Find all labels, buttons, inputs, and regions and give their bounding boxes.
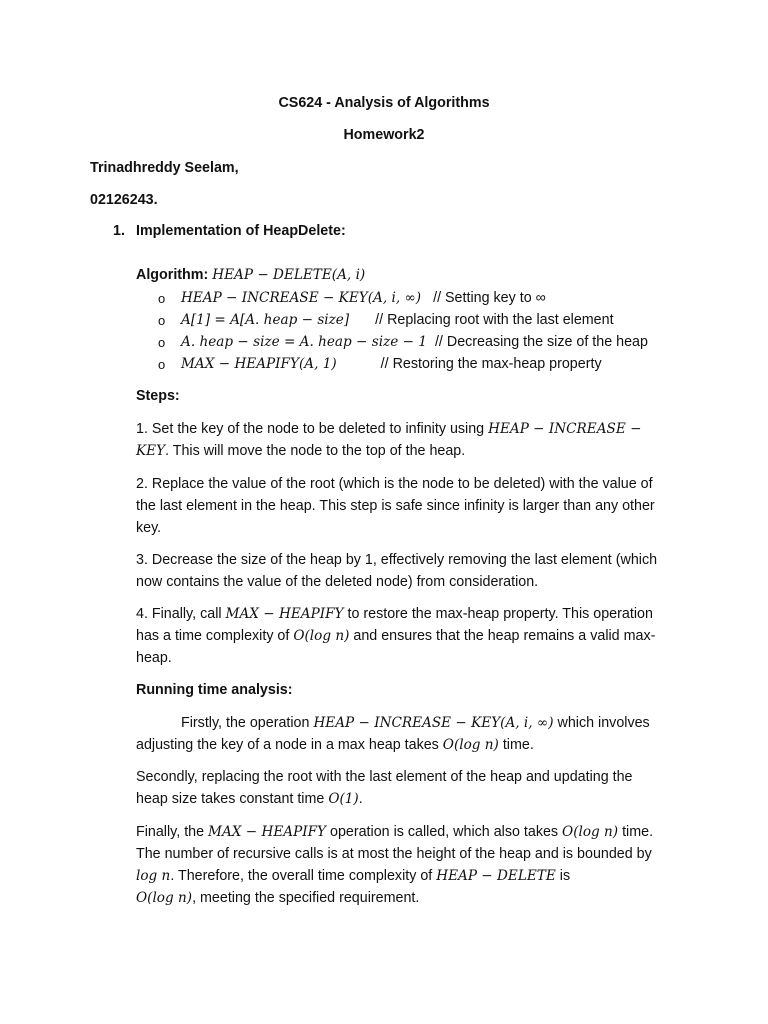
text-line: 2. Replace the value of the root (which is the node to be deleted) with the value of xyxy=(136,476,653,492)
algorithm-code: A[1] = A[A. heap − size] xyxy=(181,312,350,328)
math-run: O(log n) xyxy=(136,890,193,906)
text-line: 3. Decrease the size of the heap by 1, effectively removing the last element (which xyxy=(136,552,658,568)
text-run: to restore the max-heap property. This operation xyxy=(343,606,653,622)
algorithm-signature: HEAP − DELETE(A, i) xyxy=(212,267,366,283)
analysis-paragraph-1 xyxy=(136,712,666,756)
math-run: O(log n) xyxy=(442,737,499,753)
text-line: heap. xyxy=(136,650,172,666)
analysis-heading: Running time analysis: xyxy=(136,682,293,698)
text-run: . This will move the node to the top of the heap. xyxy=(165,443,466,459)
math-run: O(log n) xyxy=(562,824,619,840)
step-1 xyxy=(136,418,666,462)
text-run: . xyxy=(358,791,363,807)
math-run: log n xyxy=(136,868,171,884)
text-line: Secondly, replacing the root with the last element of the heap and updating the xyxy=(136,769,633,785)
bullet-marker: o xyxy=(158,313,166,328)
bullet-marker: o xyxy=(158,335,166,350)
math-run: O(1) xyxy=(328,791,359,807)
math-run: HEAP − INCREASE − KEY(A, i, ∞) xyxy=(313,715,554,731)
text-run: Firstly, the operation xyxy=(181,715,314,731)
math-run: HEAP − INCREASE − xyxy=(488,421,642,437)
text-line xyxy=(136,418,666,440)
algorithm-line-4 xyxy=(181,353,602,375)
algorithm-comment: // Setting key to ∞ xyxy=(433,290,546,306)
analysis-paragraph-3 xyxy=(136,821,666,909)
algorithm-comment: // Restoring the max-heap property xyxy=(380,356,602,372)
text-line: now contains the value of the deleted node) from consideration. xyxy=(136,574,539,590)
step-2 xyxy=(136,473,666,539)
text-line xyxy=(136,712,666,734)
text-line: key. xyxy=(136,520,162,536)
math-run: MAX − HEAPIFY xyxy=(208,824,327,840)
step-4 xyxy=(136,603,666,669)
algorithm-line-3 xyxy=(181,331,648,353)
algorithm-header xyxy=(136,264,365,286)
algorithm-code: A. heap − size = A. heap − size − 1 xyxy=(181,334,427,350)
bullet-marker: o xyxy=(158,357,166,372)
text-run: time. xyxy=(498,737,534,753)
text-run: operation is called, which also takes xyxy=(326,824,563,840)
algorithm-comment: // Decreasing the size of the heap xyxy=(434,334,648,350)
math-run: KEY xyxy=(136,443,166,459)
text-line: The number of recursive calls is at most the height of the heap and is bounded by xyxy=(136,846,652,862)
math-run: MAX − HEAPIFY xyxy=(225,606,344,622)
assignment-title: Homework2 xyxy=(343,127,425,143)
student-name: Trinadhreddy Seelam, xyxy=(90,160,239,176)
algorithm-line-2 xyxy=(181,309,614,331)
math-run: HEAP − DELETE xyxy=(436,868,556,884)
text-line xyxy=(136,603,666,625)
text-line xyxy=(136,734,666,756)
algorithm-code: MAX − HEAPIFY(A, 1) xyxy=(181,356,337,372)
text-line: the last element in the heap. This step is safe since infinity is larger than any other xyxy=(136,498,655,514)
text-line xyxy=(136,821,666,843)
text-line xyxy=(136,887,666,909)
text-run: . Therefore, the overall time complexity of xyxy=(170,868,437,884)
text-run: has a time complexity of xyxy=(136,628,294,644)
text-run: is xyxy=(555,868,571,884)
steps-heading: Steps: xyxy=(136,388,180,404)
text-line xyxy=(136,440,666,462)
algorithm-label: Algorithm: xyxy=(136,267,209,283)
student-id: 02126243. xyxy=(90,192,158,208)
text-line xyxy=(136,865,666,887)
algorithm-comment: // Replacing root with the last element xyxy=(375,312,614,328)
text-run: time. xyxy=(618,824,654,840)
section-title: Implementation of HeapDelete: xyxy=(136,223,346,239)
math-run: O(log n) xyxy=(293,628,350,644)
text-run: adjusting the key of a node in a max heap takes xyxy=(136,737,443,753)
text-run: which involves xyxy=(553,715,650,731)
text-run: 4. Finally, call xyxy=(136,606,226,622)
text-run: and ensures that the heap remains a valid max- xyxy=(349,628,656,644)
step-3 xyxy=(136,549,666,593)
text-line xyxy=(136,788,666,810)
algorithm-line-1 xyxy=(181,287,546,309)
text-run: heap size takes constant time xyxy=(136,791,329,807)
text-line xyxy=(136,625,666,647)
text-run: 1. Set the key of the node to be deleted to infinity using xyxy=(136,421,489,437)
course-title: CS624 - Analysis of Algorithms xyxy=(278,95,490,111)
text-run: , meeting the specified requirement. xyxy=(192,890,420,906)
section-number: 1. xyxy=(113,223,125,239)
algorithm-code: HEAP − INCREASE − KEY(A, i, ∞) xyxy=(181,290,422,306)
analysis-paragraph-2 xyxy=(136,766,666,810)
text-run: Finally, the xyxy=(136,824,209,840)
bullet-marker: o xyxy=(158,291,166,306)
